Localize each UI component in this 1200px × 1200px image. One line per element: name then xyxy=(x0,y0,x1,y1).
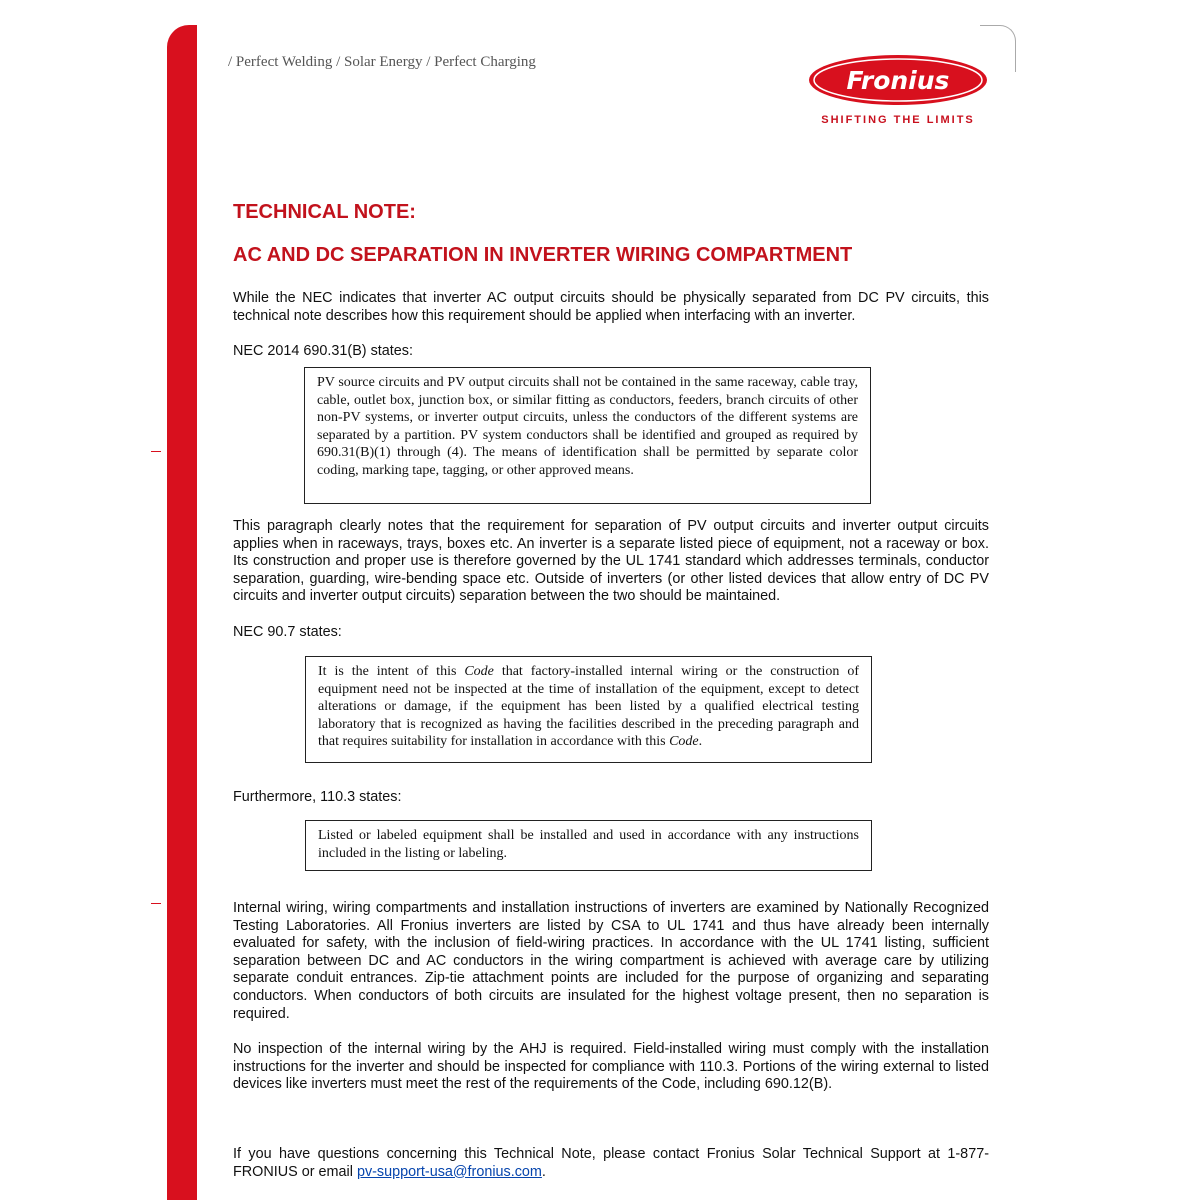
logo-slogan: SHIFTING THE LIMITS xyxy=(821,114,975,126)
nec-690-quote: PV source circuits and PV output circuits shall not be contained in the same raceway, cable tray, cable, outlet box, junction box, or similar fitting as conductors, feeders, branch circuits of other non-PV systems, or inverter output circuits, unless the conductors of the different systems are separated by a partition. PV system conductors shall be identified and grouped as required by 690.31(B)(1) through (4). The means of identification shall be permitted by separate color coding, marking tape, tagging, or other approved means. xyxy=(304,367,871,504)
logo-text: Fronius xyxy=(846,66,950,95)
internal-wiring-paragraph: Internal wiring, wiring compartments and installation instructions of inverters are examined by Nationally Recognized Testing Laboratories. All Fronius inverters are listed by CSA to UL 1741 and thus have already been internally evaluated for safety, with the inclusion of field-wiring practices. In accordance with the UL 1741 listing, sufficient separation between DC and AC conductors in the wiring compartment is achieved with average care by utilizing separate conduit entrances. Zip-tie attachment points are included for the purpose of organizing and separating conductors. When conductors of both circuits are insulated for the highest voltage present, then no separation is required. xyxy=(233,900,989,1022)
nec-90-7-quote: It is the intent of this Code that factory-installed internal wiring or the construction of equipment need not be inspected at the time of installation of the equipment, except to detect alterations or damage, if the equipment has been listed by a qualified electrical testing laboratory that is recognized as having the facilities described in the preceding paragraph and that requires suitability for installation in accordance with this Code. xyxy=(305,656,872,763)
contact-paragraph: If you have questions concerning this Technical Note, please contact Fronius Solar Technical Support at 1-877-FRONIUS or email pv-support-usa@fronius.com. xyxy=(233,1146,989,1180)
inspection-paragraph: No inspection of the internal wiring by the AHJ is required. Field-installed wiring must comply with the installation instructions for the inverter and should be inspected for compliance with 110.3. Portions of the wiring external to listed devices like inverters must meet the rest of the requirements of the Code, including 690.12(B). xyxy=(233,1041,989,1093)
intro-paragraph: While the NEC indicates that inverter AC output circuits should be physically separated from DC PV circuits, this technical note describes how this requirement should be applied when interfacing with an inverter. xyxy=(233,290,989,324)
nec-110-3-quote: Listed or labeled equipment shall be installed and used in accordance with any instructions included in the listing or labeling. xyxy=(305,820,872,871)
separation-paragraph: This paragraph clearly notes that the requirement for separation of PV output circuits and inverter output circuits applies when in raceways, trays, boxes etc. An inverter is a separate listed piece of equipment, not a raceway or box. Its construction and proper use is therefore governed by the UL 1741 standard which addresses terminals, conductor separation, guarding, wire-bending space etc. Outside of inverters (or other listed devices that allow entry of DC PV circuits and inverter output circuits) separation between the two should be maintained. xyxy=(233,518,989,605)
fold-mark xyxy=(151,903,161,904)
support-email-link[interactable]: pv-support-usa@fronius.com xyxy=(356,1163,542,1180)
document-type-heading: TECHNICAL NOTE: xyxy=(233,201,416,223)
nec-690-label: NEC 2014 690.31(B) states: xyxy=(233,343,413,359)
fold-mark xyxy=(151,451,161,452)
fronius-logo xyxy=(808,54,988,106)
side-accent-bar xyxy=(167,25,197,1200)
nec-110-3-label: Furthermore, 110.3 states: xyxy=(233,789,402,805)
header-tagline: / Perfect Welding / Solar Energy / Perfect Charging xyxy=(228,54,536,70)
document-title: AC AND DC SEPARATION IN INVERTER WIRING COMPARTMENT xyxy=(233,244,853,266)
nec-90-7-label: NEC 90.7 states: xyxy=(233,624,342,640)
